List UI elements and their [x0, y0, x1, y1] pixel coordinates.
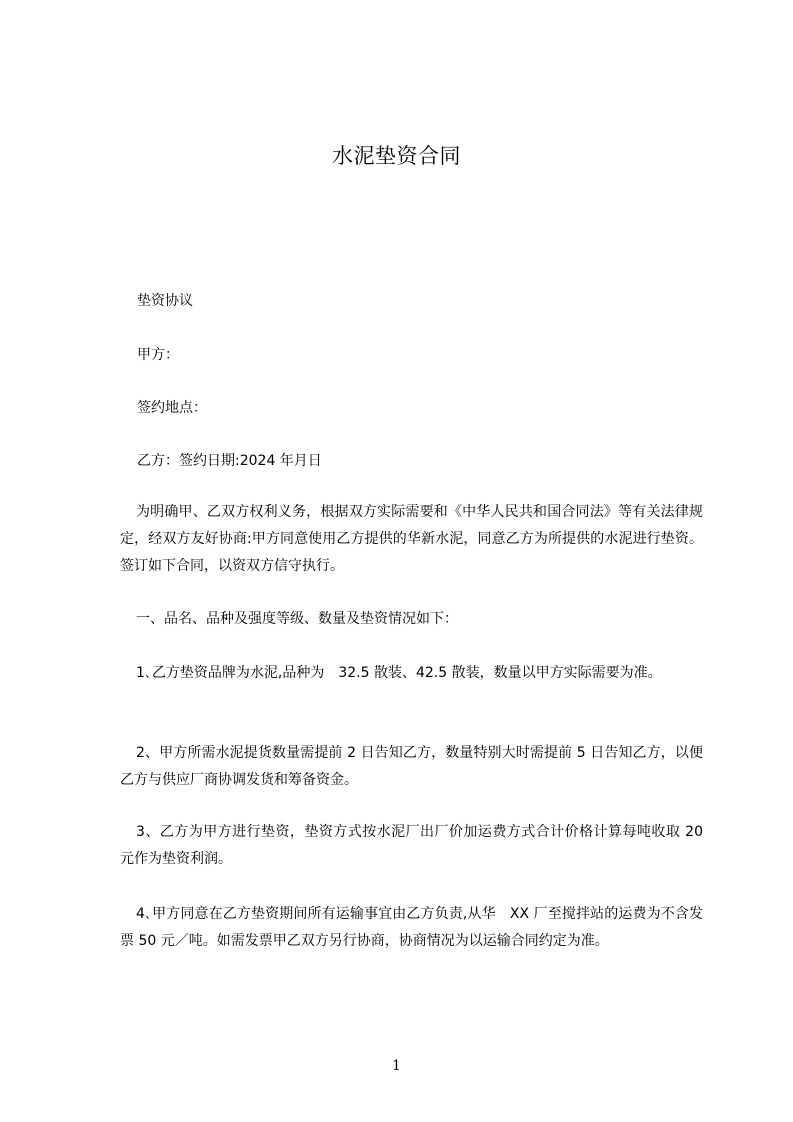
- signing-place-line: 签约地点：: [137, 400, 207, 416]
- clause-4-paragraph: 4､甲方同意在乙方垫资期间所有运输事宜由乙方负责,从华 XX 厂至搅拌站的运费为不含发票 50 元／吨。如需发票甲乙双方另行协商，协商情况为以运输合同约定为准。: [120, 906, 703, 949]
- clause-1-paragraph: 1､乙方垫资品牌为水泥,品种为 32.5 散装、42.5 散装，数量以甲方实际需要为准。: [136, 665, 662, 681]
- party-a-line: 甲方：: [137, 347, 179, 363]
- party-b-date-line: 乙方：签约日期:2024 年月日: [137, 453, 322, 469]
- intro-paragraph: 为明确甲、乙双方权利义务，根据双方实际需要和《中华人民共和国合同法》等有关法律规定，经双方友好协商:甲方同意使用乙方提供的华新水泥，同意乙方为所提供的水泥进行垫资。签订如下合同，以资双方信守执行。: [120, 504, 703, 574]
- document-title: 水泥垫资合同: [332, 144, 461, 168]
- clause-3-paragraph: 3、乙方为甲方进行垫资，垫资方式按水泥厂出厂价加运费方式合计价格计算每吨收取 20 元作为垫资利润。: [120, 824, 703, 867]
- section-1-heading: 一、品名、品种及强度等级、数量及垫资情况如下：: [136, 611, 458, 627]
- agreement-label: 垫资协议: [137, 293, 193, 309]
- page-number: 1: [392, 1058, 401, 1074]
- clause-2-paragraph: 2、甲方所需水泥提货数量需提前 2 日告知乙方，数量特别大时需提前 5 日告知乙方，以便乙方与供应厂商协调发货和筹备资金。: [120, 745, 703, 788]
